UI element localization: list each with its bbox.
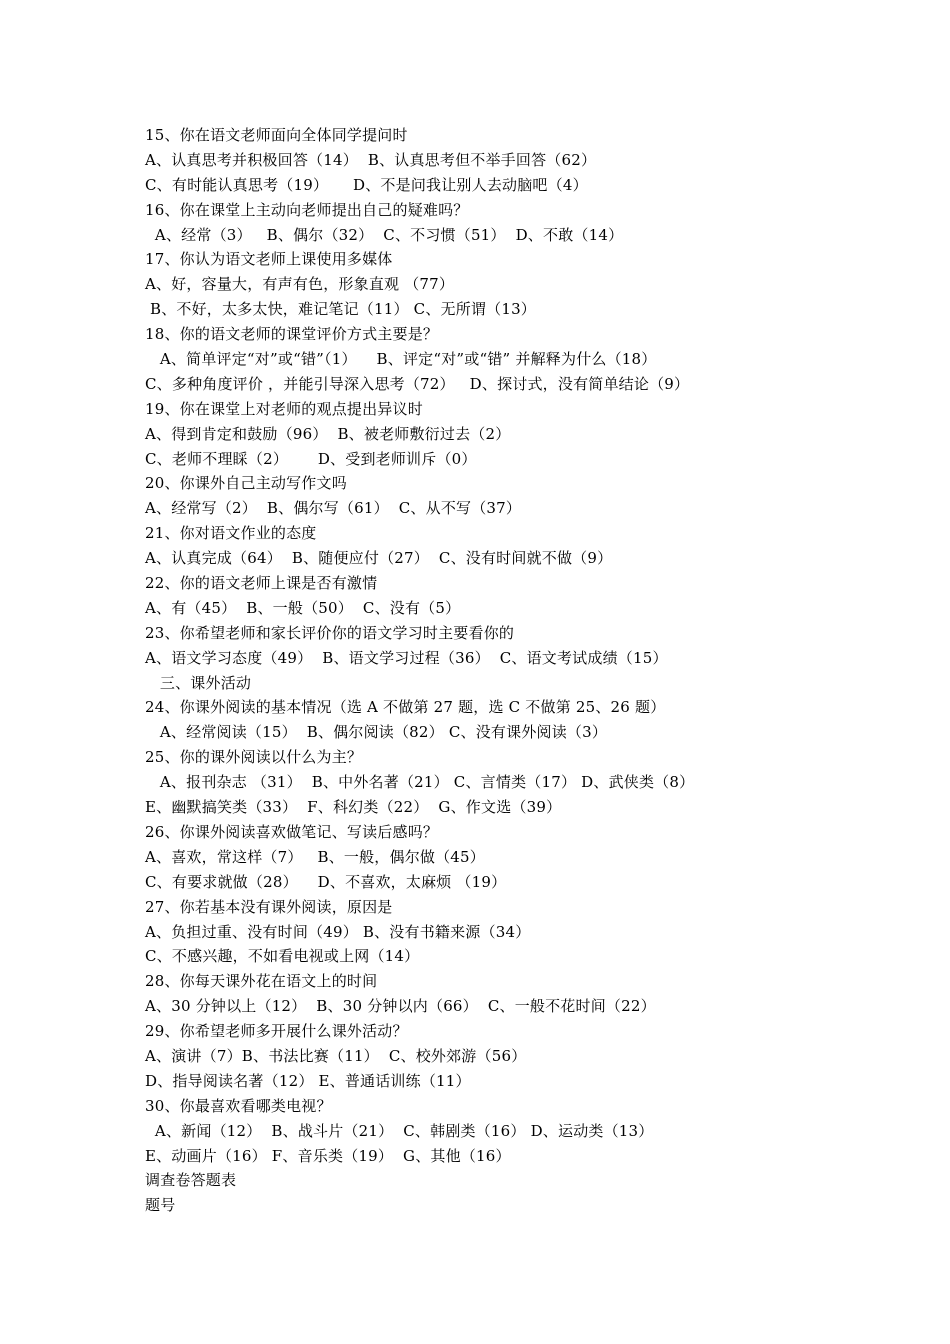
question-30-title: 30、你最喜欢看哪类电视？ [145,1096,332,1115]
question-25-title: 25、你的课外阅读以什么为主？ [145,748,363,767]
question-29-options-1: A、演讲（7）B、书法比赛（11） C、校外郊游（56） [145,1046,527,1065]
question-21-title: 21、你对语文作业的态度 [145,524,317,543]
question-15-title: 15、你在语文老师面向全体同学提问时 [145,126,408,144]
question-15-options-1: A、认真思考并积极回答（14） B、认真思考但不举手回答（62） [145,150,597,169]
question-24-options: A、经常阅读（15） B、偶尔阅读（82） C、没有课外阅读（3） [145,723,608,742]
question-28-options: A、30 分钟以上（12） B、30 分钟以内（66） C、一般不花时间（22） [145,997,656,1016]
question-29-title: 29、你希望老师多开展什么课外活动？ [145,1022,408,1041]
question-26-title: 26、你课外阅读喜欢做笔记、写读后感吗？ [145,822,439,841]
question-16-options: A、经常（3） B、偶尔（32） C、不习惯（51） D、不敢（14） [145,225,624,244]
question-27-title: 27、你若基本没有课外阅读，原因是 [145,897,393,916]
question-18-options-1: A、简单评定“对”或“错”（1） B、评定“对”或“错” 并解释为什么（18） [145,350,657,369]
section-heading: 三、课外活动 [145,673,252,692]
question-27-options-1: A、负担过重、没有时间（49） B、没有书籍来源（34） [145,922,531,941]
question-16-title: 16、你在课堂上主动向老师提出自己的疑难吗？ [145,200,469,219]
question-15-options-2: C、有时能认真思考（19） D、不是问我让别人去动脑吧（4） [145,175,588,194]
question-28-title: 28、你每天课外花在语文上的时间 [145,972,378,991]
question-27-options-2: C、不感兴趣，不如看电视或上网（14） [145,947,420,966]
question-17-options-2: B、不好，太多太快，难记笔记（11） C、无所谓（13） [145,300,537,319]
question-18-options-2: C、多种角度评价 ，并能引导深入思考（72） D、探讨式，没有简单结论（9） [145,374,690,393]
question-19-title: 19、你在课堂上对老师的观点提出异议时 [145,399,423,418]
question-number-label: 题号 [145,1196,176,1215]
question-25-options-2: E、幽默搞笑类（33） F、科幻类（22） G、作文选（39） [145,798,562,817]
question-17-title: 17、你认为语文老师上课使用多媒体 [145,250,393,269]
question-21-options: A、认真完成（64） B、随便应付（27） C、没有时间就不做（9） [145,549,613,568]
answer-sheet-title: 调查卷答题表 [145,1171,237,1190]
question-19-options-1: A、得到肯定和鼓励（96） B、被老师敷衍过去（2） [145,424,511,443]
question-30-options-1: A、新闻（12） B、战斗片（21） C、韩剧类（16） D、运动类（13） [145,1121,654,1140]
question-23-options: A、语文学习态度（49） B、语文学习过程（36） C、语文考试成绩（15） [145,648,668,667]
question-23-title: 23、你希望老师和家长评价你的语文学习时主要看你的 [145,623,515,642]
question-18-title: 18、你的语文老师的课堂评价方式主要是？ [145,325,439,344]
question-30-options-2: E、动画片（16） F、音乐类（19） G、其他（16） [145,1146,511,1165]
question-22-options: A、有（45） B、一般（50） C、没有（5） [145,598,461,617]
question-26-options-2: C、有要求就做（28） D、不喜欢，太麻烦 （19） [145,872,507,891]
question-29-options-2: D、指导阅读名著（12） E、普通话训练（11） [145,1071,471,1090]
question-17-options-1: A、好，容量大，有声有色，形象直观 （77） [145,275,455,294]
question-20-title: 20、你课外自己主动写作文吗 [145,474,347,493]
question-26-options-1: A、喜欢，常这样（7） B、一般，偶尔做（45） [145,847,485,866]
document-body [145,123,925,1218]
question-19-options-2: C、老师不理睬（2） D、受到老师训斥（0） [145,449,477,468]
question-25-options-1: A、报刊杂志 （31） B、中外名著（21） C、言情类（17） D、武侠类（8） [145,773,695,792]
question-24-title: 24、你课外阅读的基本情况（选 A 不做第 27 题，选 C 不做第 25、26 题） [145,698,666,717]
question-20-options: A、经常写（2） B、偶尔写（61） C、从不写（37） [145,499,522,518]
question-22-title: 22、你的语文老师上课是否有激情 [145,574,378,593]
